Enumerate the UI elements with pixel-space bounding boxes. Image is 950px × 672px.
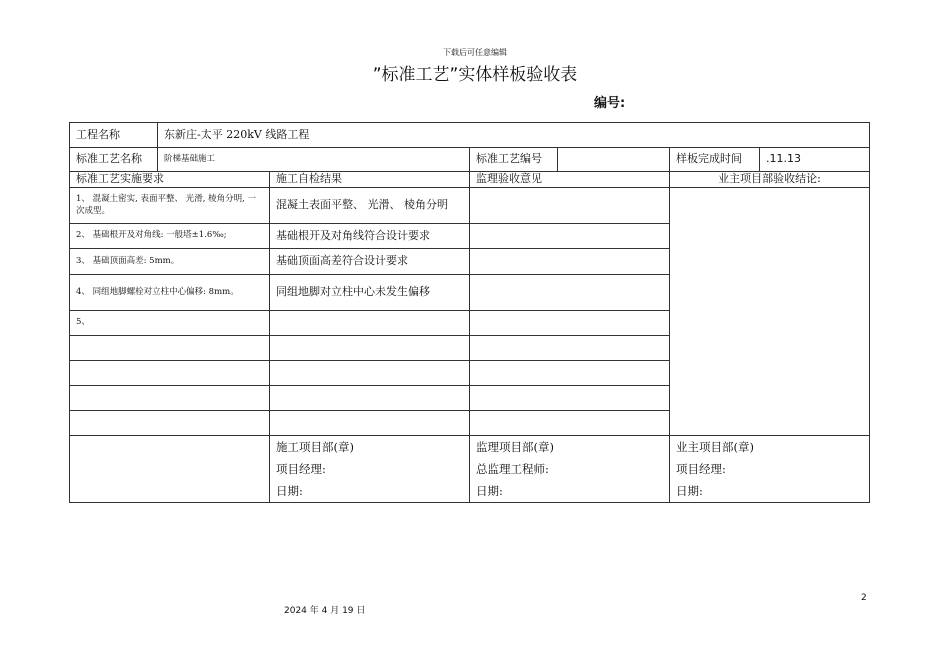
result-cell[interactable]: 基础顶面高差符合设计要求 (270, 249, 470, 275)
opinion-cell[interactable] (470, 224, 670, 249)
requirement-cell (70, 386, 270, 411)
result-cell[interactable] (270, 336, 470, 361)
chief-supervisor-label: 总监理工程师: (476, 462, 549, 476)
supervision-dept-label: 监理项目部(章) (476, 440, 554, 454)
construction-date-label: 日期: (276, 484, 303, 498)
opinion-cell[interactable] (470, 411, 670, 436)
signature-row (70, 436, 870, 503)
owner-conclusion-cell[interactable] (670, 188, 870, 436)
process-code-label: 标准工艺编号 (470, 148, 558, 172)
construction-dept-label: 施工项目部(章) (276, 440, 354, 454)
requirements-header: 标准工艺实施要求 (70, 172, 270, 188)
self-check-header: 施工自检结果 (270, 172, 470, 188)
page-title: ˮ标准工艺ˮ实体样板验收表 (372, 65, 578, 85)
construction-manager-label: 项目经理: (276, 462, 326, 476)
requirement-cell: 3、 基础顶面高差: 5mm。 (70, 249, 270, 275)
result-cell[interactable] (270, 411, 470, 436)
opinion-cell[interactable] (470, 275, 670, 311)
result-cell[interactable] (270, 361, 470, 386)
requirement-cell: 1、 混凝土密实, 表面平整、 光滑, 棱角分明, 一次成型。 (70, 188, 270, 224)
opinion-cell[interactable] (470, 311, 670, 336)
project-row (70, 123, 870, 148)
completion-time-label: 样板完成时间 (670, 148, 760, 172)
process-name-label: 标准工艺名称 (70, 148, 158, 172)
owner-conclusion-header: 业主项目部验收结论: (670, 172, 870, 188)
header-note: 下载后可任意编辑 (443, 48, 507, 57)
owner-manager-label: 项目经理: (676, 462, 726, 476)
construction-signature-cell[interactable] (270, 436, 470, 503)
opinion-cell[interactable] (470, 249, 670, 275)
requirement-cell: 2、 基础根开及对角线: 一般塔±1.6‰; (70, 224, 270, 249)
project-label: 工程名称 (70, 123, 158, 148)
process-name-value[interactable]: 阶梯基础施工 (158, 148, 470, 172)
requirement-cell: 4、 同组地脚螺栓对立柱中心偏移: 8mm。 (70, 275, 270, 311)
requirement-cell (70, 336, 270, 361)
owner-date-label: 日期: (676, 484, 703, 498)
opinion-cell[interactable] (470, 361, 670, 386)
requirement-cell (70, 411, 270, 436)
completion-time-value[interactable]: .11.13 (760, 148, 870, 172)
supervision-header: 监理验收意见 (470, 172, 670, 188)
supervision-signature-cell[interactable] (470, 436, 670, 503)
result-cell[interactable] (270, 386, 470, 411)
result-cell[interactable]: 同组地脚对立柱中心未发生偏移 (270, 275, 470, 311)
result-cell[interactable] (270, 311, 470, 336)
serial-number-label: 编号: (594, 96, 626, 111)
owner-signature-cell[interactable] (670, 436, 870, 503)
supervision-date-label: 日期: (476, 484, 503, 498)
project-value[interactable]: 东新庄-太平 220kV 线路工程 (158, 123, 870, 148)
requirement-cell: 5、 (70, 311, 270, 336)
opinion-cell[interactable] (470, 188, 670, 224)
process-code-value[interactable] (558, 148, 670, 172)
footer-date: 2024 年 4 月 19 日 (284, 606, 366, 616)
opinion-cell[interactable] (470, 386, 670, 411)
requirement-cell (70, 361, 270, 386)
result-cell[interactable]: 混凝土表面平整、 光滑、 棱角分明 (270, 188, 470, 224)
owner-dept-label: 业主项目部(章) (676, 440, 754, 454)
info-row (70, 148, 870, 172)
signature-blank-cell (70, 436, 270, 503)
column-header-row (70, 172, 870, 188)
opinion-cell[interactable] (470, 336, 670, 361)
page-number: 2 (861, 593, 867, 603)
table-row (70, 188, 870, 224)
acceptance-form-table (69, 122, 870, 503)
result-cell[interactable]: 基础根开及对角线符合设计要求 (270, 224, 470, 249)
